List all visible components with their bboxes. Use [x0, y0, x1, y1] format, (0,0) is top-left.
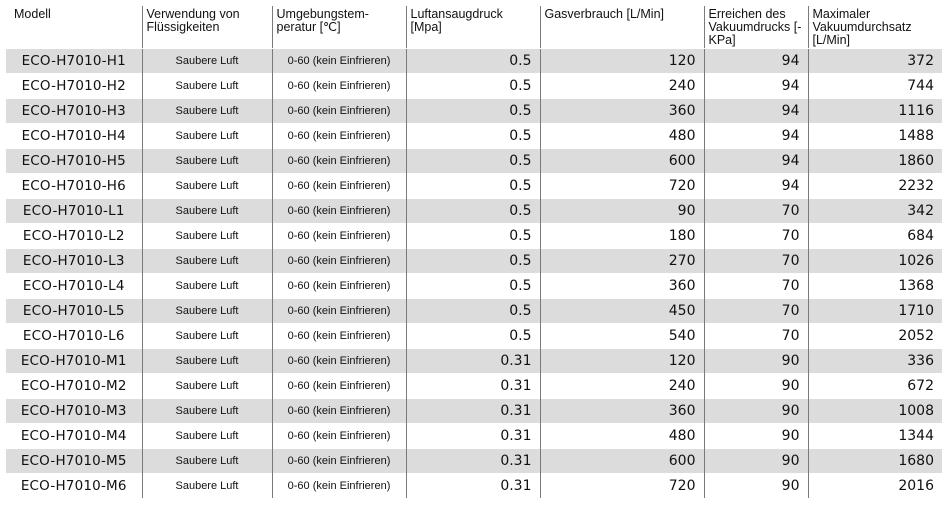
cell-gas-consumption: 480: [540, 424, 704, 449]
cell-max-vacuum-flow: 1008: [808, 399, 942, 424]
table-row: [6, 449, 942, 474]
cell-intake-pressure: 0.31: [406, 374, 540, 399]
table-row: [6, 424, 942, 449]
cell-gas-consumption: 90: [540, 199, 704, 224]
cell-vacuum-pressure: 94: [704, 174, 808, 199]
cell-model: ECO-H7010-H6: [6, 174, 142, 199]
cell-intake-pressure: 0.31: [406, 474, 540, 499]
cell-gas-consumption: 540: [540, 324, 704, 349]
cell-model: ECO-H7010-M5: [6, 449, 142, 474]
table-row: [6, 299, 942, 324]
cell-intake-pressure: 0.5: [406, 99, 540, 124]
table-row: [6, 249, 942, 274]
cell-ambient-temperature: 0-60 (kein Einfrieren): [272, 449, 406, 474]
cell-intake-pressure: 0.31: [406, 349, 540, 374]
header-model: Modell: [6, 6, 142, 49]
cell-intake-pressure: 0.5: [406, 74, 540, 99]
cell-fluid-usage: Saubere Luft: [142, 49, 272, 74]
header-row: [6, 6, 942, 49]
cell-gas-consumption: 240: [540, 74, 704, 99]
cell-model: ECO-H7010-H2: [6, 74, 142, 99]
table-row: [6, 149, 942, 174]
cell-ambient-temperature: 0-60 (kein Einfrieren): [272, 224, 406, 249]
cell-fluid-usage: Saubere Luft: [142, 324, 272, 349]
table-row: [6, 49, 942, 74]
header-max-vacuum-flow: Maximaler Vakuumdurchsatz [L/Min]: [808, 6, 942, 49]
cell-intake-pressure: 0.31: [406, 424, 540, 449]
cell-model: ECO-H7010-H3: [6, 99, 142, 124]
header-fluid-usage: Verwendung von Flüssigkeiten: [142, 6, 272, 49]
cell-ambient-temperature: 0-60 (kein Einfrieren): [272, 124, 406, 149]
cell-model: ECO-H7010-M3: [6, 399, 142, 424]
cell-fluid-usage: Saubere Luft: [142, 224, 272, 249]
cell-ambient-temperature: 0-60 (kein Einfrieren): [272, 174, 406, 199]
cell-vacuum-pressure: 94: [704, 99, 808, 124]
cell-fluid-usage: Saubere Luft: [142, 474, 272, 499]
header-intake-pressure: Luftansaugdruck [Mpa]: [406, 6, 540, 49]
table-row: [6, 74, 942, 99]
cell-vacuum-pressure: 90: [704, 374, 808, 399]
cell-ambient-temperature: 0-60 (kein Einfrieren): [272, 424, 406, 449]
cell-fluid-usage: Saubere Luft: [142, 449, 272, 474]
cell-max-vacuum-flow: 744: [808, 74, 942, 99]
cell-intake-pressure: 0.5: [406, 124, 540, 149]
table-body: [6, 49, 942, 499]
cell-max-vacuum-flow: 1116: [808, 99, 942, 124]
cell-max-vacuum-flow: 1488: [808, 124, 942, 149]
cell-max-vacuum-flow: 1680: [808, 449, 942, 474]
cell-ambient-temperature: 0-60 (kein Einfrieren): [272, 274, 406, 299]
cell-gas-consumption: 600: [540, 149, 704, 174]
spec-table: [6, 6, 942, 498]
cell-model: ECO-H7010-L4: [6, 274, 142, 299]
cell-fluid-usage: Saubere Luft: [142, 349, 272, 374]
cell-intake-pressure: 0.5: [406, 299, 540, 324]
cell-model: ECO-H7010-H4: [6, 124, 142, 149]
cell-vacuum-pressure: 90: [704, 449, 808, 474]
cell-model: ECO-H7010-H1: [6, 49, 142, 74]
cell-fluid-usage: Saubere Luft: [142, 374, 272, 399]
table-row: [6, 124, 942, 149]
cell-fluid-usage: Saubere Luft: [142, 299, 272, 324]
cell-vacuum-pressure: 70: [704, 299, 808, 324]
cell-gas-consumption: 720: [540, 474, 704, 499]
cell-fluid-usage: Saubere Luft: [142, 249, 272, 274]
cell-gas-consumption: 720: [540, 174, 704, 199]
cell-fluid-usage: Saubere Luft: [142, 124, 272, 149]
header-vacuum-pressure: Erreichen des Vakuumdrucks [- KPa]: [704, 6, 808, 49]
cell-fluid-usage: Saubere Luft: [142, 424, 272, 449]
cell-gas-consumption: 120: [540, 49, 704, 74]
cell-ambient-temperature: 0-60 (kein Einfrieren): [272, 474, 406, 499]
table-row: [6, 174, 942, 199]
cell-gas-consumption: 180: [540, 224, 704, 249]
table-row: [6, 474, 942, 499]
cell-max-vacuum-flow: 1026: [808, 249, 942, 274]
cell-vacuum-pressure: 94: [704, 149, 808, 174]
cell-model: ECO-H7010-M4: [6, 424, 142, 449]
cell-model: ECO-H7010-M2: [6, 374, 142, 399]
cell-intake-pressure: 0.5: [406, 49, 540, 74]
cell-max-vacuum-flow: 1344: [808, 424, 942, 449]
cell-ambient-temperature: 0-60 (kein Einfrieren): [272, 399, 406, 424]
cell-vacuum-pressure: 90: [704, 349, 808, 374]
table-row: [6, 199, 942, 224]
cell-intake-pressure: 0.5: [406, 224, 540, 249]
cell-max-vacuum-flow: 1860: [808, 149, 942, 174]
cell-fluid-usage: Saubere Luft: [142, 149, 272, 174]
cell-intake-pressure: 0.5: [406, 324, 540, 349]
cell-gas-consumption: 480: [540, 124, 704, 149]
cell-gas-consumption: 120: [540, 349, 704, 374]
cell-max-vacuum-flow: 684: [808, 224, 942, 249]
cell-ambient-temperature: 0-60 (kein Einfrieren): [272, 49, 406, 74]
table-row: [6, 324, 942, 349]
cell-gas-consumption: 240: [540, 374, 704, 399]
table-row: [6, 399, 942, 424]
cell-fluid-usage: Saubere Luft: [142, 174, 272, 199]
cell-max-vacuum-flow: 336: [808, 349, 942, 374]
cell-intake-pressure: 0.31: [406, 399, 540, 424]
cell-vacuum-pressure: 94: [704, 74, 808, 99]
cell-max-vacuum-flow: 2016: [808, 474, 942, 499]
cell-vacuum-pressure: 90: [704, 424, 808, 449]
cell-ambient-temperature: 0-60 (kein Einfrieren): [272, 199, 406, 224]
cell-vacuum-pressure: 70: [704, 324, 808, 349]
cell-model: ECO-H7010-H5: [6, 149, 142, 174]
header-ambient-temperature: Umgebungstem-peratur [℃]: [272, 6, 406, 49]
cell-intake-pressure: 0.5: [406, 149, 540, 174]
cell-max-vacuum-flow: 2052: [808, 324, 942, 349]
cell-model: ECO-H7010-L1: [6, 199, 142, 224]
cell-vacuum-pressure: 70: [704, 274, 808, 299]
cell-model: ECO-H7010-M6: [6, 474, 142, 499]
table-row: [6, 99, 942, 124]
cell-vacuum-pressure: 90: [704, 474, 808, 499]
cell-ambient-temperature: 0-60 (kein Einfrieren): [272, 374, 406, 399]
cell-intake-pressure: 0.5: [406, 249, 540, 274]
cell-max-vacuum-flow: 2232: [808, 174, 942, 199]
cell-ambient-temperature: 0-60 (kein Einfrieren): [272, 74, 406, 99]
cell-model: ECO-H7010-M1: [6, 349, 142, 374]
table-row: [6, 274, 942, 299]
cell-intake-pressure: 0.31: [406, 449, 540, 474]
cell-gas-consumption: 270: [540, 249, 704, 274]
cell-fluid-usage: Saubere Luft: [142, 99, 272, 124]
cell-fluid-usage: Saubere Luft: [142, 399, 272, 424]
cell-ambient-temperature: 0-60 (kein Einfrieren): [272, 299, 406, 324]
cell-gas-consumption: 450: [540, 299, 704, 324]
cell-gas-consumption: 360: [540, 399, 704, 424]
header-gas-consumption: Gasverbrauch [L/Min]: [540, 6, 704, 49]
cell-vacuum-pressure: 70: [704, 224, 808, 249]
cell-model: ECO-H7010-L5: [6, 299, 142, 324]
cell-ambient-temperature: 0-60 (kein Einfrieren): [272, 149, 406, 174]
cell-ambient-temperature: 0-60 (kein Einfrieren): [272, 324, 406, 349]
table-row: [6, 349, 942, 374]
cell-max-vacuum-flow: 672: [808, 374, 942, 399]
cell-model: ECO-H7010-L2: [6, 224, 142, 249]
cell-model: ECO-H7010-L6: [6, 324, 142, 349]
cell-vacuum-pressure: 90: [704, 399, 808, 424]
cell-vacuum-pressure: 94: [704, 124, 808, 149]
cell-gas-consumption: 360: [540, 274, 704, 299]
cell-max-vacuum-flow: 1710: [808, 299, 942, 324]
cell-intake-pressure: 0.5: [406, 274, 540, 299]
cell-vacuum-pressure: 70: [704, 199, 808, 224]
cell-fluid-usage: Saubere Luft: [142, 199, 272, 224]
cell-ambient-temperature: 0-60 (kein Einfrieren): [272, 99, 406, 124]
cell-vacuum-pressure: 94: [704, 49, 808, 74]
cell-max-vacuum-flow: 372: [808, 49, 942, 74]
cell-max-vacuum-flow: 1368: [808, 274, 942, 299]
table-row: [6, 374, 942, 399]
cell-gas-consumption: 360: [540, 99, 704, 124]
cell-model: ECO-H7010-L3: [6, 249, 142, 274]
cell-max-vacuum-flow: 342: [808, 199, 942, 224]
table-row: [6, 224, 942, 249]
cell-ambient-temperature: 0-60 (kein Einfrieren): [272, 349, 406, 374]
cell-ambient-temperature: 0-60 (kein Einfrieren): [272, 249, 406, 274]
cell-intake-pressure: 0.5: [406, 199, 540, 224]
cell-vacuum-pressure: 70: [704, 249, 808, 274]
cell-fluid-usage: Saubere Luft: [142, 274, 272, 299]
cell-fluid-usage: Saubere Luft: [142, 74, 272, 99]
cell-intake-pressure: 0.5: [406, 174, 540, 199]
cell-gas-consumption: 600: [540, 449, 704, 474]
